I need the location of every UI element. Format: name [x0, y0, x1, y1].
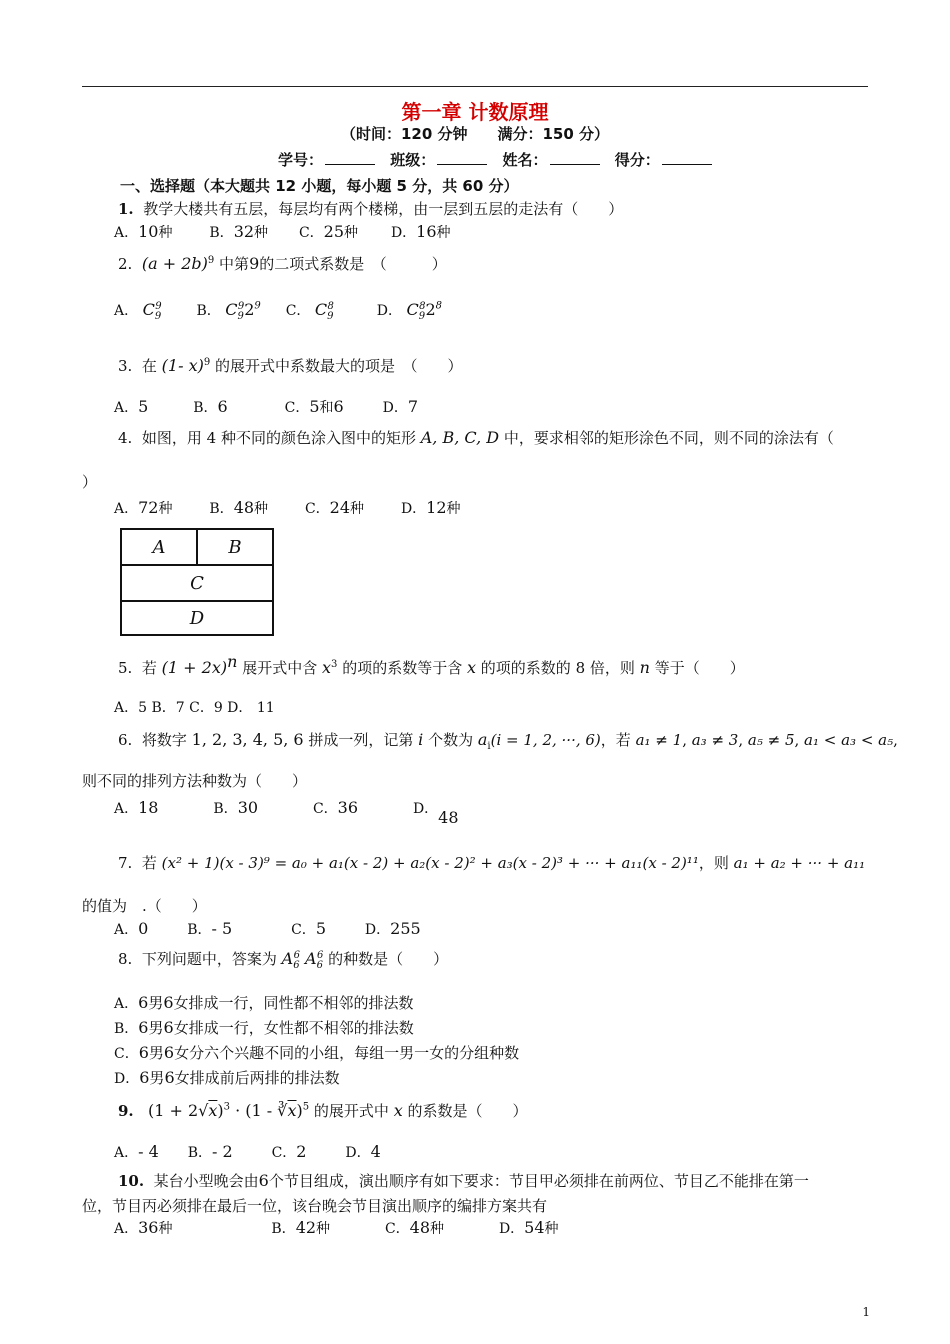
option-label: B． — [187, 1145, 212, 1161]
exponent: n — [227, 652, 238, 671]
option-unit: 种 — [158, 501, 173, 517]
question-text: ，则 — [698, 854, 729, 872]
question-number: 3. — [118, 357, 133, 375]
field-blank — [325, 150, 375, 165]
question-4 — [118, 427, 834, 448]
math-expression: 1, 2, 3, 4, 5, 6 — [191, 730, 304, 749]
field-label: 姓名： — [502, 151, 548, 169]
rect-a: A — [122, 530, 198, 566]
question-number: 5. — [118, 659, 133, 677]
option-value: 24 — [329, 498, 351, 517]
question-2 — [118, 253, 447, 274]
option-label: B． — [196, 303, 221, 319]
math-expression: A, B, C, D — [420, 428, 500, 447]
option-value: 30 — [237, 798, 259, 817]
field-label: 得分： — [614, 151, 660, 169]
option-text: 男 — [149, 1069, 165, 1087]
question-8-option-c — [114, 1042, 519, 1063]
rect-b: B — [198, 530, 272, 566]
math-expression: a₁ ≠ 1 — [635, 731, 683, 749]
math-expression: (1 + 2x) — [161, 658, 228, 677]
question-text: 下列问题中，答案为 — [141, 950, 277, 968]
option-value: 48 — [438, 808, 459, 827]
question-text: 某台小型晚会由 — [153, 1172, 259, 1190]
question-number: 8. — [118, 950, 133, 968]
option-label: D． — [114, 1071, 140, 1087]
question-7-line2: 的值为 .（ ） — [82, 897, 207, 915]
math-expression: (x² + 1)(x - 3)⁹ = a₀ + a₁(x - 2) + a₂(x - 2)² + a₃(x - 2)³ + ··· + a₁₁(x - 2)¹¹ — [161, 854, 699, 872]
option-value: 72 — [138, 498, 159, 517]
question-text: 如图，用 4 种不同的颜色涂入图中的矩形 — [141, 429, 416, 447]
option-value: 255 — [390, 919, 421, 938]
question-text: 若 — [141, 659, 157, 677]
option-value: 42 — [295, 1218, 317, 1237]
exponent: 9 — [203, 357, 211, 368]
question-text: 若 — [141, 854, 157, 872]
question-10 — [118, 1170, 809, 1191]
option-value: 6 — [138, 1018, 149, 1037]
option-value: 6 — [163, 993, 174, 1012]
question-text: ，若 — [600, 731, 631, 749]
option-value: 32 — [233, 222, 255, 241]
question-text: 中第 — [219, 255, 250, 273]
option-text: 女分六个兴趣不同的小组，每组一男一女的分组种数 — [174, 1044, 520, 1062]
question-10-options — [114, 1218, 559, 1238]
option-value: 48 — [233, 498, 255, 517]
option-value: 6 — [139, 1068, 150, 1087]
exponent: 3 — [331, 659, 338, 670]
question-10-line2: 位，节目丙必须排在最后一位，该台晚会节目演出顺序的编排方案共有 — [82, 1197, 548, 1215]
student-info-fields — [278, 149, 722, 170]
question-number: 7. — [118, 854, 133, 872]
option-value: 0 — [138, 919, 149, 938]
option-value: - 5 — [211, 919, 233, 938]
option-value: 6 — [163, 1018, 174, 1037]
option-unit: 种 — [446, 501, 461, 517]
option-label: C． — [114, 1046, 139, 1062]
option-label: B． — [213, 801, 238, 817]
option-value: 6 — [138, 993, 149, 1012]
option-value: 4 — [370, 1142, 381, 1161]
header-rule — [82, 86, 868, 87]
option-unit: 种 — [316, 1221, 331, 1237]
option-unit: 种 — [430, 1221, 445, 1237]
math-variable: n — [639, 658, 650, 677]
question-number: 2. — [118, 255, 133, 273]
option-label: B． — [187, 922, 212, 938]
option-value: 18 — [138, 798, 159, 817]
option-label: C． — [271, 1145, 297, 1161]
option-label: C． — [304, 501, 330, 517]
option-value: 6 — [163, 1043, 175, 1062]
option-text: 男 — [148, 1019, 164, 1037]
question-text: 将数字 — [141, 731, 187, 749]
field-label: 学号： — [278, 151, 324, 169]
question-5-options: A．5 B．7 C．9 D． 11 — [114, 700, 275, 716]
math-expression: (1- x) — [161, 356, 204, 375]
math-variable: x — [393, 1101, 403, 1120]
question-8-option-b — [114, 1017, 414, 1038]
question-7 — [118, 852, 865, 873]
option-label: A． — [114, 922, 139, 938]
option-label: D． — [345, 1145, 371, 1161]
question-text: 的系数是（ ） — [407, 1102, 528, 1120]
option-value: 2 — [296, 1142, 307, 1161]
option-value: - 4 — [138, 1142, 159, 1161]
option-label: A． — [114, 400, 139, 416]
option-value: 6 — [164, 1068, 175, 1087]
option-text: 女排成一行，女性都不相邻的排法数 — [173, 1019, 414, 1037]
question-4-close: ） — [82, 473, 98, 491]
option-math: $C_9^9$ — [142, 300, 162, 323]
question-number: 9. — [118, 1102, 134, 1120]
option-label: B． — [114, 1021, 139, 1037]
math-expression: $(1 + 2√x)^3 \cdot (1$ - $∛\overline{x})^5$ — [147, 1101, 310, 1120]
option-label: D． — [498, 1221, 525, 1237]
math-variable: x — [322, 658, 332, 677]
option-value: 54 — [524, 1218, 545, 1237]
question-text: 中，要求相邻的矩形涂色不同，则不同的涂法有（ — [503, 429, 834, 447]
page-number: 1 — [862, 1305, 870, 1319]
option-unit: 种 — [436, 225, 451, 241]
option-label: C． — [285, 303, 311, 319]
option-value: - 2 — [212, 1142, 233, 1161]
question-8-option-d — [114, 1067, 340, 1088]
question-number: 1. — [118, 200, 134, 218]
question-text: 个节目组成，演出顺序有如下要求：节目甲必须排在前两位、节目乙不能排在第一 — [268, 1172, 809, 1190]
option-label: D． — [390, 225, 417, 241]
option-label: A． — [114, 1221, 139, 1237]
question-1 — [118, 198, 623, 219]
question-text: 个数为 — [428, 731, 474, 749]
question-number: 6. — [118, 731, 133, 749]
option-value: 48 — [409, 1218, 431, 1237]
option-value: 6 — [138, 1043, 149, 1062]
question-text: 的展开式中 — [313, 1102, 389, 1120]
question-6-options — [114, 798, 459, 827]
question-text: 的种数是（ ） — [328, 950, 449, 968]
math-expression: $A_6^6$ $A_6^6$ — [281, 949, 324, 972]
option-value: 5 — [309, 397, 320, 416]
option-label: C． — [384, 1221, 410, 1237]
math-variable: i — [418, 730, 424, 749]
option-label: A． — [114, 225, 139, 241]
option-value: 5 — [138, 397, 149, 416]
question-6-line2: 则不同的排列方法种数为（ ） — [82, 772, 308, 790]
option-unit: 种 — [254, 225, 269, 241]
option-label: B． — [193, 400, 218, 416]
section-heading: 一、选择题（本大题共 12 小题，每小题 5 分，共 60 分） — [120, 177, 519, 195]
option-unit: 种 — [350, 501, 365, 517]
question-text: 的展开式中系数最大的项是 （ ） — [215, 357, 463, 375]
question-text: 教学大楼共有五层，每层均有两个楼梯，由一层到五层的走法有（ ） — [143, 200, 624, 218]
question-6: 6. 将数字 1, 2, 3, 4, 5, 6 拼成一列，记第 i 个数为 $a_i(i = 1$, 2, ···, 6)，若 a₁ ≠ 1, a₃ ≠ 3, a₅ ≠ 5, a₁ < a₃ < a₅, — [118, 730, 898, 752]
math-variable: a — [477, 730, 488, 749]
question-3-options — [114, 397, 418, 417]
option-label: A． — [114, 1145, 139, 1161]
option-value: 25 — [323, 222, 345, 241]
option-unit: 种 — [158, 225, 173, 241]
subscript: i — [487, 741, 491, 752]
option-label: A． — [114, 501, 139, 517]
question-8-option-a — [114, 992, 414, 1013]
field-blank — [550, 150, 600, 165]
rectangle-diagram — [120, 528, 274, 636]
exam-info: （时间：120 分钟 满分：150 分） — [340, 125, 610, 143]
option-unit: 种 — [158, 1221, 173, 1237]
math-number: 6 — [258, 1171, 269, 1190]
math-expression: a₁ + a₂ + ··· + a₁₁ — [733, 854, 866, 872]
question-number: 10. — [118, 1172, 145, 1190]
option-value: 36 — [138, 1218, 159, 1237]
option-label: D． — [400, 501, 427, 517]
field-blank — [437, 150, 487, 165]
option-label: C． — [298, 225, 324, 241]
math-expression: a₅ ≠ 5 — [747, 731, 795, 749]
question-text: 的二项式系数是 （ ） — [259, 255, 447, 273]
question-text: 拼成一列，记第 — [308, 731, 414, 749]
option-value: 6 — [333, 397, 344, 416]
option-label: B． — [209, 501, 234, 517]
question-9-options — [114, 1142, 381, 1162]
math-expression: a₁ < a₃ < a₅ — [804, 731, 894, 749]
option-label: A． — [114, 801, 139, 817]
option-unit: 种 — [344, 225, 359, 241]
question-text: 的项的系数的 8 倍，则 — [480, 659, 635, 677]
option-label: A． — [114, 303, 139, 319]
option-unit: 种 — [254, 501, 269, 517]
math-expression: (a + 2b) — [141, 254, 208, 273]
option-value: 6 — [217, 397, 228, 416]
option-label: D． — [376, 303, 403, 319]
option-text: 女排成前后两排的排法数 — [174, 1069, 340, 1087]
option-value: 5 — [315, 919, 326, 938]
question-text: 等于（ ） — [654, 659, 745, 677]
option-label: C． — [284, 400, 310, 416]
option-math: $C_9^82^8$ — [406, 300, 443, 323]
option-value: 12 — [426, 498, 447, 517]
question-5 — [118, 652, 745, 678]
question-3 — [118, 355, 463, 376]
question-2-options — [114, 300, 442, 322]
field-blank — [662, 150, 712, 165]
rect-d: D — [189, 607, 205, 629]
field-label: 班级： — [390, 151, 436, 169]
question-1-options — [114, 222, 451, 242]
option-label: C． — [291, 922, 316, 938]
option-value: 16 — [416, 222, 437, 241]
question-text: 展开式中含 — [242, 659, 318, 677]
option-label: A． — [114, 996, 139, 1012]
question-text: 的项的系数等于含 — [342, 659, 463, 677]
question-text: 在 — [141, 357, 157, 375]
exponent: 9 — [207, 255, 215, 266]
rect-c: C — [122, 566, 272, 602]
question-7-options — [114, 919, 421, 939]
option-label: C． — [312, 801, 338, 817]
option-text: 女排成一行，同性都不相邻的排法数 — [173, 994, 414, 1012]
option-label: D． — [412, 801, 439, 817]
option-label: D． — [364, 922, 391, 938]
option-value: 36 — [337, 798, 359, 817]
option-unit: 种 — [544, 1221, 559, 1237]
question-4-options — [114, 498, 461, 518]
option-text: 和 — [319, 400, 334, 416]
option-label: B． — [271, 1221, 296, 1237]
option-value: 10 — [138, 222, 159, 241]
math-variable: x — [466, 658, 477, 677]
option-value: 7 — [407, 397, 419, 416]
question-9 — [118, 1100, 528, 1121]
question-8 — [118, 948, 448, 971]
math-number: 9 — [249, 254, 260, 273]
math-expression: a₃ ≠ 3 — [691, 731, 739, 749]
math-expression: (i = 1, 2, ···, 6) — [490, 731, 601, 749]
question-number: 4. — [118, 429, 133, 447]
option-text: 男 — [148, 994, 164, 1012]
option-math: $C_9^8$ — [314, 300, 334, 323]
page-title: 第一章 计数原理 — [401, 100, 549, 124]
option-label: B． — [209, 225, 234, 241]
option-math: $C_9^92^9$ — [225, 300, 261, 323]
option-label: D． — [382, 400, 408, 416]
option-text: 男 — [148, 1044, 164, 1062]
